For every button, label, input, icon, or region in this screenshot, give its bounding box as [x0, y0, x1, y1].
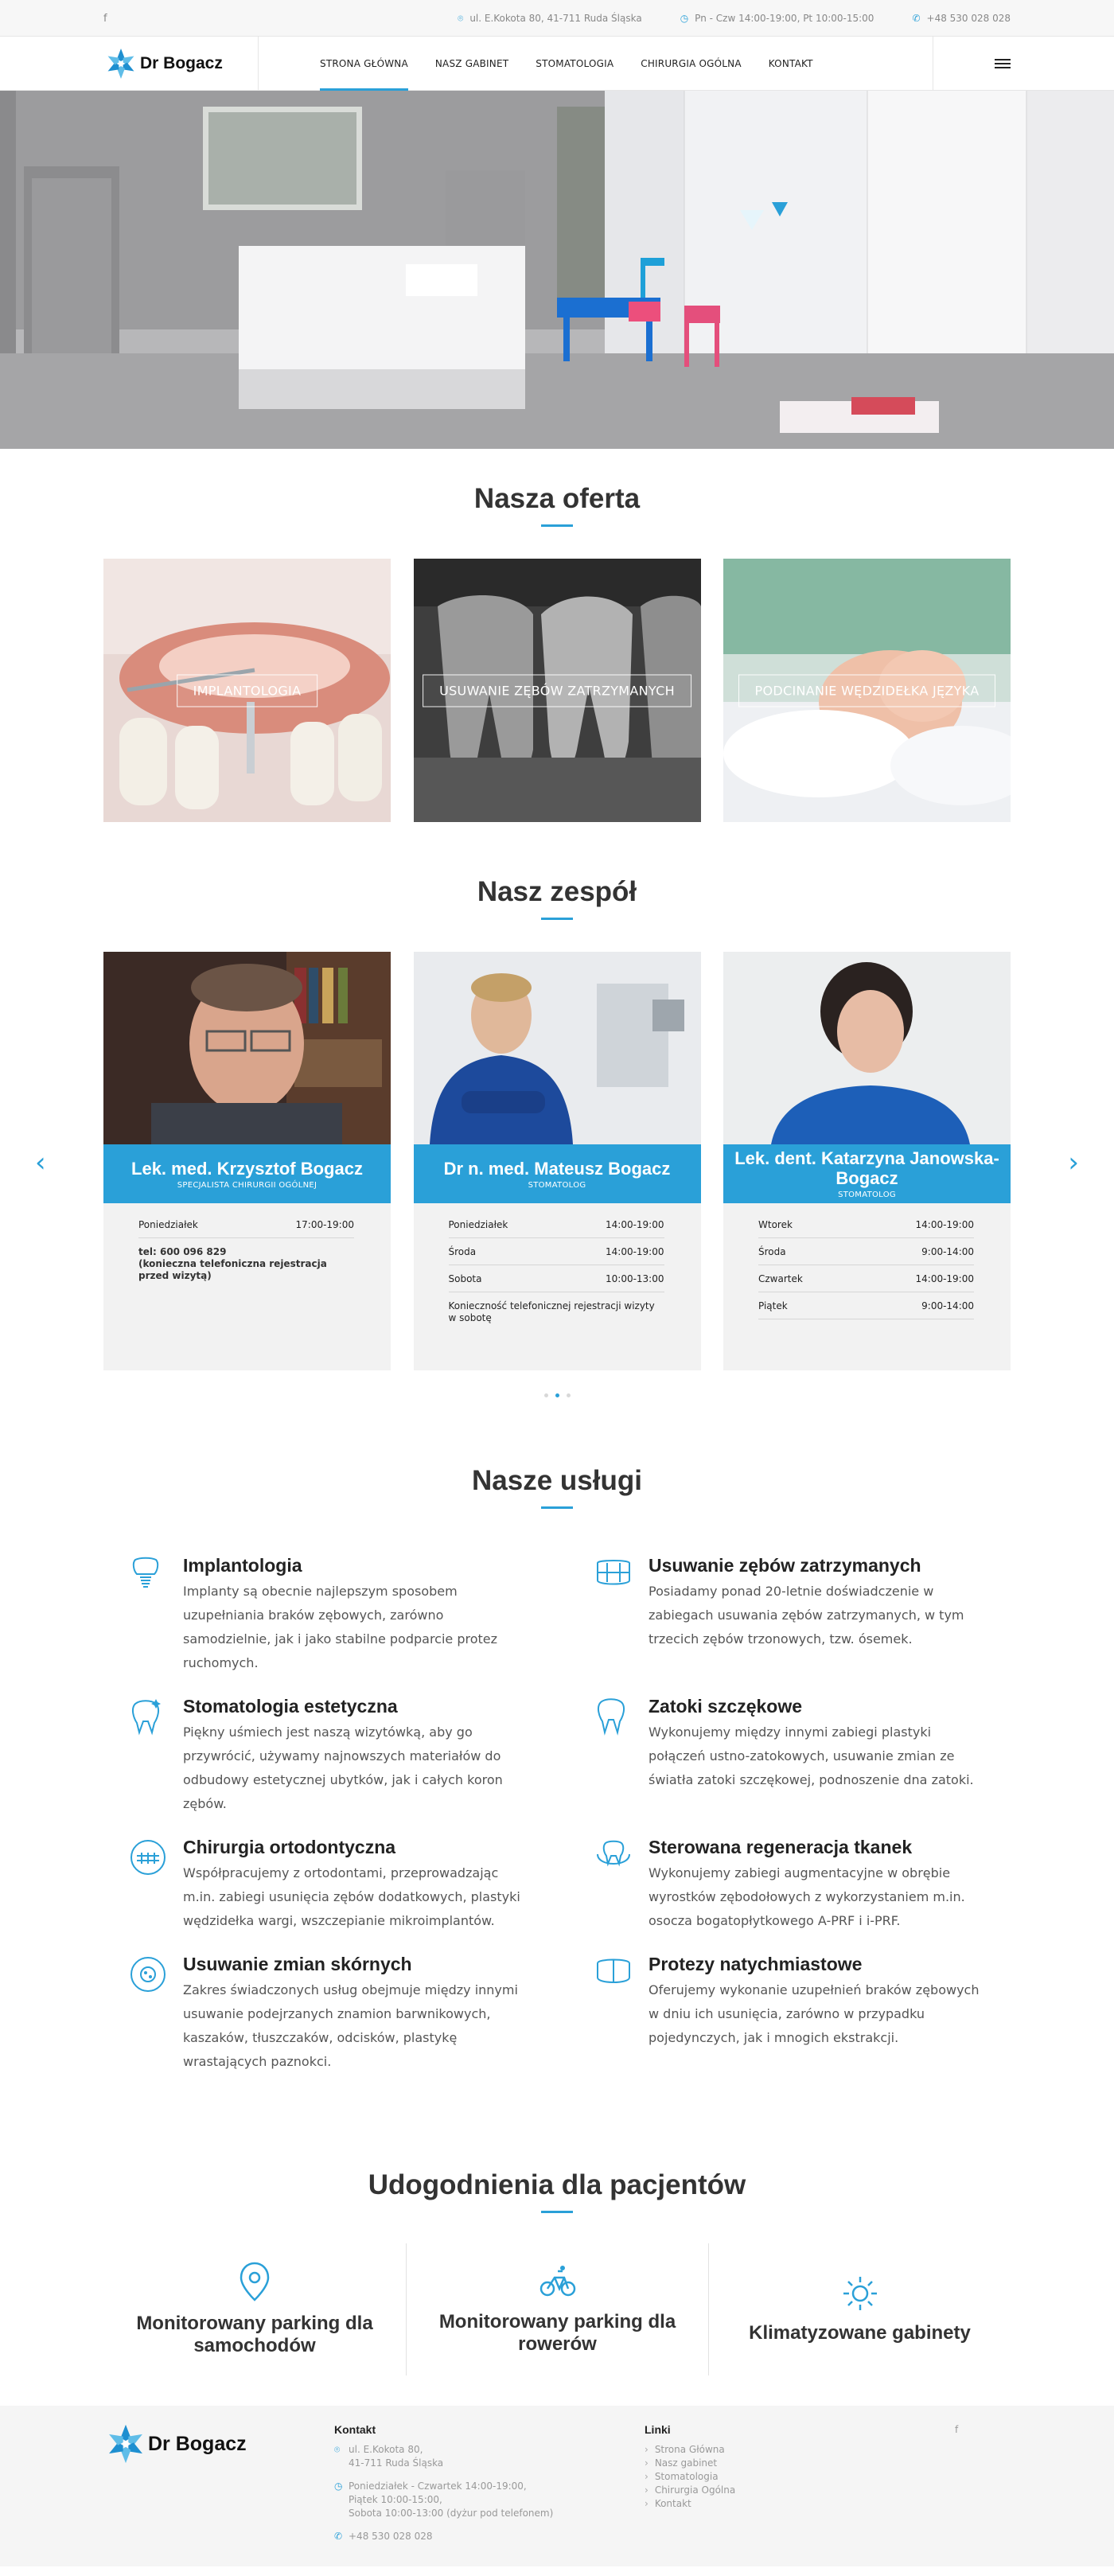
topbar-hours: ◷ Pn - Czw 14:00-19:00, Pt 10:00-15:00 [680, 12, 874, 24]
service-text: Wykonujemy zabiegi augmentacyjne w obrębie wyrostków zębodołowych z wykorzystaniem m.in. osocza bogatopłytkowego A-PRF i i-PRF. [649, 1865, 965, 1928]
amenity-item [103, 2243, 406, 2375]
chevron-right-icon: › [645, 2457, 649, 2469]
team-member-name: Lek. med. Krzysztof Bogacz [131, 1158, 363, 1179]
schedule-row: Wtorek 14:00-19:00 [758, 1219, 974, 1238]
schedule-row: Poniedziałek 17:00-19:00 [138, 1219, 354, 1238]
doctor-portrait-image [414, 952, 701, 1144]
service-text: Współpracujemy z ortodontami, przeprowadzając m.in. zabiegi usunięcia zębów dodatkowych, plastyki wędzidełka wargi, wszczepianie mikroimplantów. [183, 1865, 520, 1928]
site-logo[interactable]: Dr Bogacz [103, 37, 259, 91]
schedule-row: Czwartek 14:00-19:00 [758, 1265, 974, 1292]
offer-card-usuwanie-zebow[interactable] [414, 559, 701, 822]
phone-icon: ✆ [912, 12, 921, 24]
schedule-note: tel: 600 096 829 (konieczna telefoniczna rejestracja przed wizytą) [138, 1246, 327, 1281]
services-grid [103, 1555, 1011, 2095]
implant-icon [129, 1557, 162, 1593]
nav-nasz-gabinet[interactable]: NASZ GABINET [434, 58, 509, 69]
team-name-band [414, 1144, 701, 1203]
carousel-next-icon[interactable]: › [1068, 1147, 1079, 1179]
team-photo [414, 952, 701, 1144]
footer-links [645, 2423, 955, 2553]
doctor-portrait-image [723, 952, 1011, 1144]
amenity-label: Monitorowany parking dla rowerów [438, 2311, 676, 2355]
clock-icon: ◷ [334, 2481, 343, 2492]
title-underline [541, 2211, 573, 2213]
carousel-dots [103, 1393, 1011, 1397]
service-text: Oferujemy wykonanie uzupełnień braków zębowych w dniu ich usunięcia, zarówno w przypadku pojedynczych, jak i mnogich ekstrakcji. [649, 1982, 980, 2045]
service-title: Usuwanie zębów zatrzymanych [649, 1555, 921, 1576]
schedule-row: Środa 9:00-14:00 [758, 1238, 974, 1265]
phone-icon: ✆ [334, 2531, 343, 2542]
footer-social [955, 2423, 1011, 2553]
schedule-row: Poniedziałek 14:00-19:00 [449, 1219, 664, 1238]
offer-card-podcinanie[interactable] [723, 559, 1011, 822]
main-nav [306, 37, 827, 91]
footer-contact [334, 2423, 645, 2553]
hero-image [0, 91, 1114, 449]
offer-section [0, 449, 1114, 822]
team-schedule [103, 1203, 391, 1282]
site-footer [0, 2406, 1114, 2566]
facebook-icon[interactable]: f [955, 2424, 959, 2435]
chevron-right-icon: › [645, 2444, 649, 2455]
footer-link-nasz-gabinet[interactable]: › Nasz gabinet [645, 2457, 718, 2469]
team-card [723, 952, 1011, 1370]
chevron-right-icon: › [645, 2498, 649, 2509]
tooth-sparkle-icon [129, 1697, 162, 1736]
footer-link-kontakt[interactable]: › Kontakt [645, 2498, 691, 2509]
footer-hours: ◷ Poniedziałek - Czwartek 14:00-19:00, Piątek 10:00-15:00, Sobota 10:00-13:00 (dyżur pod telefonem) [334, 2481, 554, 2519]
flower-logo-icon [103, 2422, 148, 2466]
clock-icon: ◷ [680, 12, 689, 24]
service-text: Implanty są obecnie najlepszym sposobem uzupełniania braków zębowych, zarówno samodzielnie, jak i jako stabilne podparcie protez ruchomych. [183, 1584, 498, 1670]
service-text: Wykonujemy między innymi zabiegi plastyki połączeń ustno-zatokowych, usuwanie zmian ze światła zatoki szczękowej, podnoszenie dna zatoki. [649, 1724, 974, 1787]
team-card [103, 952, 391, 1370]
title-underline [541, 1506, 573, 1509]
amenities-title: Udogodnienia dla pacjentów [368, 2169, 746, 2200]
service-title: Sterowana regeneracja tkanek [649, 1837, 913, 1857]
team-member-role: SPECJALISTA CHIRURGII OGÓLNEJ [177, 1180, 317, 1190]
footer-link-stomatologia[interactable]: › Stomatologia [645, 2471, 719, 2482]
tooth-care-icon [594, 1838, 633, 1873]
chevron-right-icon: › [645, 2484, 649, 2496]
braces-icon [129, 1838, 167, 1876]
service-text: Piękny uśmiech jest naszą wizytówką, aby go przywrócić, używamy najnowszych materiałów do odbudowy estetycznej ubytków, jak i całych koron zębów. [183, 1724, 503, 1811]
location-pin-icon: ⌾ [334, 2444, 341, 2455]
chevron-right-icon: › [645, 2471, 649, 2482]
schedule-note: Konieczność telefonicznej rejestracji wizyty w sobotę [448, 1300, 655, 1323]
team-title: Nasz zespół [477, 876, 637, 907]
teeth-icon [594, 1557, 633, 1588]
amenity-item [406, 2243, 708, 2375]
offer-card-implantologia[interactable] [103, 559, 391, 822]
doctor-portrait-image [103, 952, 391, 1144]
nav-strona-glowna[interactable]: STRONA GŁÓWNA [306, 37, 422, 91]
amenities-grid [103, 2243, 1011, 2375]
service-item [594, 1954, 1036, 2074]
service-item [129, 1696, 594, 1816]
topbar-address: ⌾ ul. E.Kokota 80, 41-711 Ruda Śląska [458, 12, 642, 24]
nav-kontakt[interactable]: KONTAKT [768, 58, 813, 69]
offer-card-label: IMPLANTOLOGIA [177, 674, 318, 707]
title-underline [541, 918, 573, 920]
topbar-phone[interactable]: ✆ +48 530 028 028 [912, 12, 1011, 24]
schedule-row: Sobota 10:00-13:00 [449, 1265, 664, 1292]
team-schedule [414, 1203, 701, 1324]
team-name-band [103, 1144, 391, 1203]
team-name-band [723, 1144, 1011, 1203]
clinic-reception-image [0, 91, 1114, 449]
facebook-icon[interactable]: f [103, 12, 107, 25]
title-underline [541, 524, 573, 527]
service-title: Implantologia [183, 1555, 302, 1576]
amenity-label: Monitorowany parking dla samochodów [136, 2313, 373, 2356]
flower-logo-icon [103, 46, 138, 81]
skin-icon [129, 1955, 167, 1993]
service-item [594, 1696, 1036, 1816]
services-section [0, 1397, 1114, 2095]
location-pin-icon [239, 2262, 271, 2303]
amenity-label: Klimatyzowane gabinety [749, 2322, 971, 2344]
nav-stomatologia[interactable]: STOMATOLOGIA [536, 58, 614, 69]
footer-phone[interactable]: ✆ +48 530 028 028 [334, 2531, 433, 2542]
carousel-dot[interactable] [567, 1393, 571, 1397]
service-item [129, 1837, 594, 1933]
carousel-prev-icon[interactable]: ‹ [35, 1147, 46, 1179]
amenity-item [708, 2243, 1011, 2375]
team-member-role: STOMATOLOG [528, 1180, 586, 1190]
footer-link-chirurgia-ogolna[interactable]: › Chirurgia Ogólna [645, 2484, 736, 2496]
bicycle-icon [539, 2263, 577, 2301]
footer-links-title: Linki [645, 2423, 671, 2436]
service-title: Stomatologia estetyczna [183, 1696, 398, 1717]
service-item [129, 1555, 594, 1675]
denture-icon [594, 1955, 633, 1987]
team-member-name: Lek. dent. Katarzyna Janowska-Bogacz [734, 1148, 999, 1188]
service-title: Zatoki szczękowe [649, 1696, 803, 1717]
service-text: Posiadamy ponad 20-letnie doświadczenie w zabiegach usuwania zębów zatrzymanych, w tym trzecich zębów trzonowych, tzw. ósemek. [649, 1584, 964, 1647]
service-text: Zakres świadczonych usług obejmuje między innymi usuwanie podejrzanych znamion barwnikowych, kaszaków, tłuszczaków, odcisków, plastykę wrastających paznokci. [183, 1982, 518, 2069]
offer-card-label: PODCINANIE WĘDZIDEŁKA JĘZYKA [738, 674, 996, 707]
team-member-name: Dr n. med. Mateusz Bogacz [443, 1158, 671, 1179]
offer-title: Nasza oferta [473, 483, 641, 514]
footer-address: ⌾ ul. E.Kokota 80, 41-711 Ruda Śląska [334, 2444, 444, 2469]
team-photo [723, 952, 1011, 1144]
nav-chirurgia-ogolna[interactable]: CHIRURGIA OGÓLNA [641, 58, 742, 69]
footer-contact-title: Kontakt [334, 2423, 376, 2436]
team-card [414, 952, 701, 1370]
sun-icon [841, 2274, 879, 2313]
service-item [129, 1954, 594, 2074]
footer-logo[interactable]: Dr Bogacz [103, 2404, 334, 2484]
site-header [0, 37, 1114, 91]
service-item [594, 1555, 1036, 1675]
footer-link-strona-glowna[interactable]: › Strona Główna [645, 2444, 725, 2455]
team-carousel [35, 952, 1079, 1397]
service-title: Usuwanie zmian skórnych [183, 1954, 412, 1974]
top-bar [0, 0, 1114, 37]
schedule-row: Środa 14:00-19:00 [449, 1238, 664, 1265]
service-item [594, 1837, 1036, 1933]
schedule-row: Piątek 9:00-14:00 [758, 1292, 974, 1319]
service-title: Protezy natychmiastowe [649, 1954, 863, 1974]
team-section [0, 822, 1114, 1397]
carousel-dot-active[interactable] [555, 1393, 559, 1397]
services-title: Nasze usługi [472, 1465, 642, 1496]
offer-card-label: USUWANIE ZĘBÓW ZATRZYMANYCH [423, 674, 691, 707]
team-member-role: STOMATOLOG [838, 1191, 896, 1199]
team-photo [103, 952, 391, 1144]
location-pin-icon: ⌾ [458, 12, 464, 24]
service-title: Chirurgia ortodontyczna [183, 1837, 396, 1857]
carousel-dot[interactable] [544, 1393, 548, 1397]
team-schedule [723, 1203, 1011, 1319]
amenities-section [0, 2095, 1114, 2375]
tooth-icon [594, 1697, 628, 1736]
menu-icon[interactable] [933, 37, 1011, 91]
